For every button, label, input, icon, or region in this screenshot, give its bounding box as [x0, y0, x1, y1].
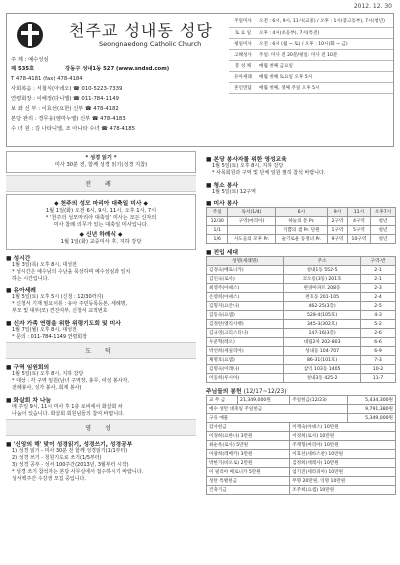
mass-time-row: 봉 성 체 매월 첫째 금요일	[229, 60, 393, 71]
offering-title: 주님들의 봉헌 (12/17~12/23)	[206, 389, 287, 396]
contact-line: 본당 관리 : 경무웅(엠마누엘) 신부 ☎ 478-4183	[11, 116, 126, 122]
table-row: 손영희(아녜스) 천호동 201-105 2-4	[207, 293, 396, 302]
mass-time-row: 혼인면담 매월 첫째, 셋째 주일 오후 5시	[229, 82, 393, 93]
mass-service-table: 주일 독서(1/4) 6시 9시 11시 오후7시 12/30 구역(마리아) 하늘의 문 Pr. 2구역 4구역 청년 1/1 기쁨의 샘 Pr. 단원 1구역 5구역 청년 1/6 사도들의 모후 Pr. 슬기로운 동정녀 Pr. 9구역 10구역 청년	[206, 207, 396, 244]
table-row: 성탄 특별헌금 무명 20만원, 익명 10만원	[207, 477, 396, 486]
cleaning-title: ■ 청소 봉사	[206, 182, 238, 189]
section-community: 도 덕	[6, 342, 196, 359]
church-address: 강동구 성내1동 527 (www.sndsd.com)	[65, 66, 170, 72]
table-row: 최순옥(로사) 5만원 주계형(마리아) 10만원	[207, 441, 396, 450]
table-row: 이경희(요한나) 3만원 이경희(로사) 10만원	[207, 432, 396, 441]
church-title: 천주교 성내동 성당	[69, 21, 213, 40]
bulletin-date: 2012. 12. 30	[353, 3, 392, 10]
table-row: 구유 예물 5,349,000원	[207, 414, 396, 423]
mass-times-table	[229, 16, 393, 94]
left-column	[6, 151, 196, 482]
notice-tea-sharing: ■ 화살회 차 나눔 매 주일 9시, 11시 미사 후 1층 로비에서 화살회 차 나눔이 있습니다. 화살회 회원님들의 참여 바랍니다.	[6, 397, 125, 417]
offering-table	[206, 395, 396, 495]
table-row: 채명호(요셉) 86-31(101호) 7-3	[207, 356, 396, 365]
table-row: 김명숙(이레나) 삼익 103동 1405 10-2	[207, 365, 396, 374]
table-row: 김형지(요안나) 462-25(3층) 2-5	[207, 302, 396, 311]
formation-title: ■ 본당 봉사자를 위한 영성교육	[206, 157, 287, 163]
contact-line: 수 녀 원 : 김 나타니엘, 조 아니타 수녀 ☎ 478-4185	[11, 126, 136, 132]
right-column: ■ 본당 봉사자를 위한 영성교육 1월 5일(토) 오후 8시, 지하 강당 * 사목회원과 구역 및 단체 임원 필히 참석 바랍니다. ■ 청소 봉사 1월 5일(토) 12구역 ■ 미사 봉사 주일 독서(1/4) 6시 9시 11시 오후7시 12/30 구역(마리아) 하늘의 문 Pr. 2구역 4구역 청년 1/1 기쁨의 샘 Pr. 단원 1구역 5구역 청년 1/6 사도들의 모후 Pr. 슬기로운 동정녀 Pr. 9구역 10구역 청년 ■ 전입 세대 성명(세례명) 주소 구역-반 김경숙(베로니카) 성내1동 552-5 2-1 김인숙(로사) 코오롱(3동) 201호 2-1 최영주(아녜스) 한양아파트 208동 2-3 손영희(아녜스) 천호동 201-105 2-4 김형지(요안나) 462-25(3층) 2-5 김동숙(요셉) 528-4(105호) 4-3 김정란(엘리사벳) 345-3(302호) 5-2 김규영(크리스티나) 147-16(3층) 2-6 우준혁(레오) 대림2차 202-803 6-6 박선희(세실리아) 성내동 104-707 6-9 채명호(요셉) 86-31(101호) 7-3 김명숙(이레나) 삼익 103동 1405 10-2 이동희(루시아) 성내3동 425-2 11-7 주님들의 봉헌 (12/17~12/23) 교 무 금 21,349,000원 주일헌금(12/23) 5,434,300원 예수 성탄 대축일 주일헌금 9,791,380원 구유 예물 5,349,000원 감사헌금 이재숙(아녜스) 10만원 이경희(요한나) 3만원 이경희(로사) 10만원 최순옥(로사) 5만원 주계형(마리아) 10만원 이광희(레베카) 3만원 이효선(세바스찬) 10만원 박한기(바오로) 2만원 김정희(데레사) 10만원 이 필리아 베로니카 5만원 엄기진(세라피아) 10만원 성탄 특별헌금 무명 20만원, 익명 10만원 건축기금 조주희(요셉) 10만원	[206, 151, 396, 495]
notice-infant-baptism: ■ 유아세례 1월 5일(토) 오후 5시 (신청 : 12/30까지) * 신청서 기재 필요서류 : 유아 주민등록등본, 세례명, 부모 및 대부(모) 견진여부, 신청서 교적번호	[6, 288, 128, 314]
table-row: 이광희(레베카) 3만원 이효선(세바스찬) 10만원	[207, 450, 396, 459]
table-row: 이 필리아 베로니카 5만원 엄기진(세라피아) 10만원	[207, 468, 396, 477]
table-row: 건축기금 조주희(요셉) 10만원	[207, 486, 396, 495]
theme-label: 주 제 : 예수성심	[11, 57, 49, 63]
new-households-table: 성명(세례명) 주소 구역-반 김경숙(베로니카) 성내1동 552-5 2-1 김인숙(로사) 코오롱(3동) 201호 2-1 최영주(아녜스) 한양아파트 208동 2-3 손영희(아녜스) 천호동 201-105 2-4 김형지(요안나) 462-25(3층) 2-5 김동숙(요셉) 528-4(105호) 4-3 김정란(엘리사벳) 345-3(302호) 5-2 김규영(크리스티나) 147-16(3층) 2-6 우준혁(레오) 대림2차 202-803 6-6 박선희(세실리아) 성내동 104-707 6-9 채명호(요셉) 86-31(101호) 7-3 김명숙(이레나) 삼익 103동 1405 10-2 이동희(루시아) 성내3동 425-2 11-7	[206, 256, 396, 383]
table-row: 감사헌금 이재숙(아녜스) 10만원	[207, 423, 396, 432]
table-row: 최영주(아녜스) 한양아파트 208동 2-3	[207, 284, 396, 293]
notice-bible-study: ■ '신앙의 해' 맞이 성경읽기, 성경쓰기, 성경공부 1) 성경 읽기 - 미사 30분 전 함께 성경읽기(1/1부터) 2) 성경 쓰기 - 청원기도로 쓰기(1/5부터) 3) 성경 공부 - 성서 100주간(2013년, 3월부터 시작) * 성경 쓰기 참석자는 본당 사무실에서 접수하시기 바랍니다. 성서백주간 수강생 모집 중입니다.	[6, 442, 144, 482]
section-spirituality: 영 성	[6, 419, 196, 436]
contact-line: 보 좌 신 부 : 이효선(요한) 신부 ☎ 478-4182	[11, 106, 119, 112]
bible-reading-box: * 성경 읽기 * 미사 30분 전, 함께 성경 읽기(성경 지참)	[6, 151, 196, 173]
table-row: 1/1 기쁨의 샘 Pr. 단원 1구역 5구역 청년	[207, 226, 396, 235]
church-logo-icon	[15, 20, 45, 54]
contact-line: T 478-4181 (fax) 478-4184	[11, 76, 83, 82]
notice-memorial-prayer: ■ 신자 가족 연령을 위한 위령기도회 및 미사 1월 7일(월) 오후 8시, 대성전 * 문의 : 011-784-1149 연령회장	[6, 320, 121, 340]
contact-line: 사회복음 : 서철식(아녜오) ☎ 010-5223-7339	[11, 86, 123, 92]
mass-time-row: 고해성사 주일: 미사 전 20분/평일: 미사 전 10분	[229, 49, 393, 60]
table-row: 교 무 금 21,349,000원 주일헌금(12/23) 5,434,300원	[207, 396, 396, 405]
table-row: 김규영(크리스티나) 147-16(3층) 2-6	[207, 329, 396, 338]
mass-time-row: 평일미사 오전 : 6시 (월 ~ 토) / 오후 : 10시(화 ~ 금)	[229, 38, 393, 49]
table-row: 김인숙(로사) 코오롱(3동) 201호 2-1	[207, 275, 396, 284]
table-row: 김정란(엘리사벳) 345-3(302호) 5-2	[207, 320, 396, 329]
bulletin-header	[6, 13, 394, 147]
table-row: 박한기(바오로) 2만원 김정희(데레사) 10만원	[207, 459, 396, 468]
table-row: 우준혁(레오) 대림2차 202-803 6-6	[207, 338, 396, 347]
notice-district-meeting: ■ 구역 임원회의 1월 5일(토) 오후 8시, 지하 강당 * 대상 : 각 구역 임원(남녀 구역장, 총무, 여성 봉사자, 전례봉사, 성가 봉사, 회계 봉사)	[6, 365, 129, 391]
notice-holy-hour: ■ 성시간 1월 3일(목) 오후 8시, 대성전 * 성시간은 예수님의 수난을 묵상하며 예수성심과 일치 하는 시간입니다.	[6, 256, 131, 282]
table-row: 김경숙(베로니카) 성내1동 552-5 2-1	[207, 266, 396, 275]
mass-service-title: ■ 미사 봉사	[206, 201, 238, 208]
contact-line: 연령회장 : 이해정(다니엘) ☎ 011-784-1149	[11, 96, 119, 102]
mass-time-row: 주일미사 오전 : 6시, 9시, 11시(교중) / 오후 : 1시(중고등부), 7시(청년)	[229, 16, 393, 27]
feast-mass-box: ◆ 천주의 성모 마리아 대축일 미사 ◆ 1월 1일(화) 오전 6시, 9시, 11시, 오후 1시, 7시 * '천주의 성모마리아 대축일' 미사는 모든 신자의 미사 참례 의무가 있는 대축일 미사입니다. ◆ 신년 하례식 ◆ 1월 1일(화) 교중미사 후, 지하 강당	[6, 194, 196, 250]
mass-time-row: 유아세례 매월 첫째 토요일 오후 5시	[229, 71, 393, 82]
church-subtitle: Seongnaedong Catholic Church	[99, 40, 202, 48]
mass-time-row: 토 요 일 오후 : 4시(초등부), 7시(특전)	[229, 27, 393, 38]
table-row: 이동희(루시아) 성내3동 425-2 11-7	[207, 374, 396, 383]
issue-number: 제 535호	[11, 66, 35, 72]
new-households-title: ■ 전입 세대	[206, 250, 238, 257]
table-row: 김동숙(요셉) 528-4(105호) 4-3	[207, 311, 396, 320]
table-row: 1/6 사도들의 모후 Pr. 슬기로운 동정녀 Pr. 9구역 10구역 청년	[207, 235, 396, 244]
table-row: 박선희(세실리아) 성내동 104-707 6-9	[207, 347, 396, 356]
table-row: 예수 성탄 대축일 주일헌금 9,791,380원	[207, 405, 396, 414]
table-row: 12/30 구역(마리아) 하늘의 문 Pr. 2구역 4구역 청년	[207, 217, 396, 226]
section-liturgy: 전 례	[6, 175, 196, 192]
